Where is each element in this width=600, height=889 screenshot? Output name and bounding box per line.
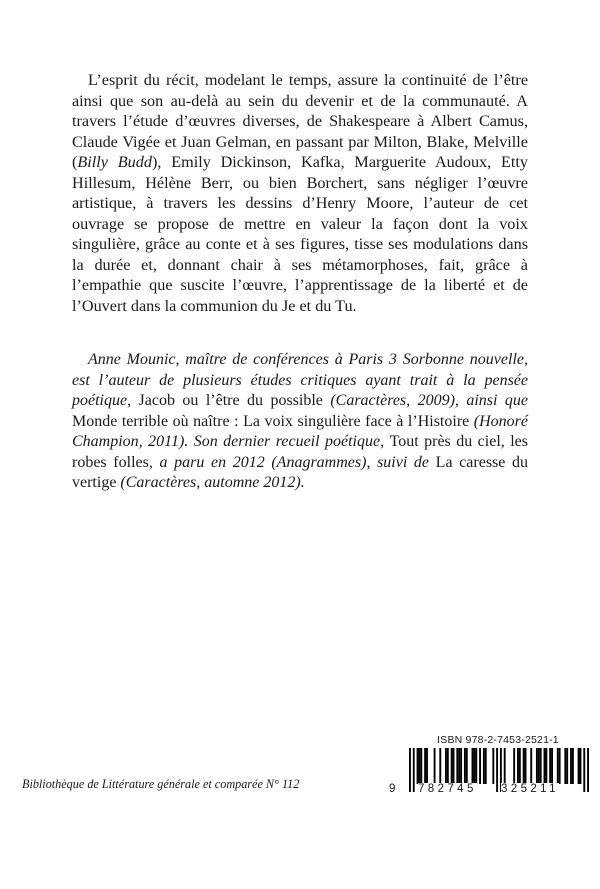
barcode-bar	[525, 748, 527, 784]
isbn-barcode	[389, 734, 591, 804]
barcode-bar	[544, 748, 546, 784]
bio-sentence-5: (Caractères, automne 2012).	[116, 474, 305, 491]
barcode-bar	[483, 748, 485, 784]
barcode-bar	[492, 748, 494, 784]
author-bio	[72, 350, 528, 494]
barcode-bar	[572, 748, 574, 784]
barcode-bar	[580, 748, 582, 784]
barcode-bar	[445, 748, 447, 784]
barcode-bar	[523, 748, 525, 784]
barcode-bar	[458, 748, 460, 784]
barcode-bar	[413, 748, 415, 792]
barcode-bar	[473, 748, 475, 784]
barcode-bar	[485, 748, 487, 784]
barcode-bar	[496, 748, 498, 792]
bio-sentence-1: Anne Mounic, maître de conférences à Paris 3 Sorbonne nouvelle, est l’auteur de plusieurs études critiques ayant trait à la pensée poétique,	[72, 351, 528, 409]
barcode-bar	[417, 748, 419, 784]
barcode-bar	[551, 748, 553, 784]
barcode-bar	[519, 748, 521, 784]
collection-line: Bibliothèque de Littérature générale et comparée N° 112	[22, 777, 300, 791]
bio-sentence-4: , a paru en 2012 (Anagrammes), suivi de	[148, 453, 436, 471]
summary-text-part-3: ), Emily Dickinson, Kafka, Marguerite Audoux, Etty Hillesum, Hélène Berr, ou bien Borchert, sans négliger l’œuvre artistique, à travers les dessins d’Henry Moore, l’auteur de cet ouvrage se propose de mettre en valeur la façon dont la voix singulière, grâce au conte et à ses figures, tisse ses modulations dans la durée et, donnant chair à ses métamorphoses, fait, grâce à l’empathie que suscite l’œuvre, l’apprentissage de la liberté et de l’Ouvert dans la communion du Je et du Tu.	[72, 153, 528, 315]
barcode-bar	[475, 748, 477, 784]
barcode-bar	[434, 748, 436, 784]
barcode-bar	[447, 748, 449, 784]
barcode-bar	[456, 748, 458, 784]
barcode-bar	[540, 748, 542, 784]
barcode-bar	[557, 748, 559, 784]
barcode-bar	[453, 748, 455, 784]
bio-title-1: Jacob ou l’être du possible	[138, 392, 323, 409]
barcode-bar	[420, 748, 422, 784]
barcode-bar	[426, 748, 428, 784]
barcode-bar	[559, 748, 561, 784]
barcode-bar	[564, 748, 566, 784]
barcode-bar	[545, 748, 547, 784]
bio-sentence-3: (Honoré Champion, 2011). Son dernier recueil poétique,	[72, 412, 528, 450]
barcode-digits-left: 782745	[418, 783, 477, 795]
barcode-bar	[466, 748, 468, 784]
barcode-bar	[479, 748, 481, 784]
barcode-bar	[578, 748, 580, 784]
bio-title-2: Monde terrible où naître : La voix singulière face à l’Histoire	[72, 412, 470, 430]
bio-title-4: La caresse du vertige	[72, 453, 529, 491]
barcode-bar	[536, 748, 538, 784]
barcode-digits-right: 325211	[501, 783, 559, 795]
summary-title-billy-budd: Billy Budd	[77, 153, 152, 171]
barcode-bar	[460, 748, 462, 784]
barcode-digit-first: 9	[389, 783, 396, 795]
barcode-bar	[587, 748, 589, 792]
barcode-bar	[409, 748, 411, 792]
barcode-bar	[451, 748, 453, 784]
barcode-bar	[566, 748, 568, 784]
barcode-bar	[424, 748, 426, 784]
barcode-bar	[439, 748, 441, 784]
barcode-bar	[583, 748, 585, 792]
barcode-bar	[472, 748, 474, 784]
barcode-bar	[570, 748, 572, 784]
isbn-label: ISBN 978-2-7453-2521-1	[437, 734, 559, 746]
barcode-bar	[517, 748, 519, 784]
barcode-bar	[418, 748, 420, 784]
book-summary	[72, 70, 528, 316]
barcode-bar	[530, 748, 532, 784]
barcode-bar	[464, 748, 466, 784]
bio-title-3: Tout près du ciel, les robes folles	[72, 433, 528, 471]
barcode-bar	[549, 748, 551, 784]
barcode-bar	[538, 748, 540, 784]
barcode-bar	[513, 748, 515, 784]
barcode-bar	[504, 748, 506, 784]
bio-sentence-2: (Caractères, 2009), ainsi que	[322, 392, 529, 409]
summary-text-part-1: L’esprit du récit, modelant le temps, assure la continuité de l’être ainsi que son au-delà au sein du devenir et de la communauté. A travers l’étude d’œuvres diverses, de Shakespeare à Albert Camus, Claude Vigée et Juan Gelman, en passant par Milton, Blake, Melville (	[72, 71, 528, 171]
